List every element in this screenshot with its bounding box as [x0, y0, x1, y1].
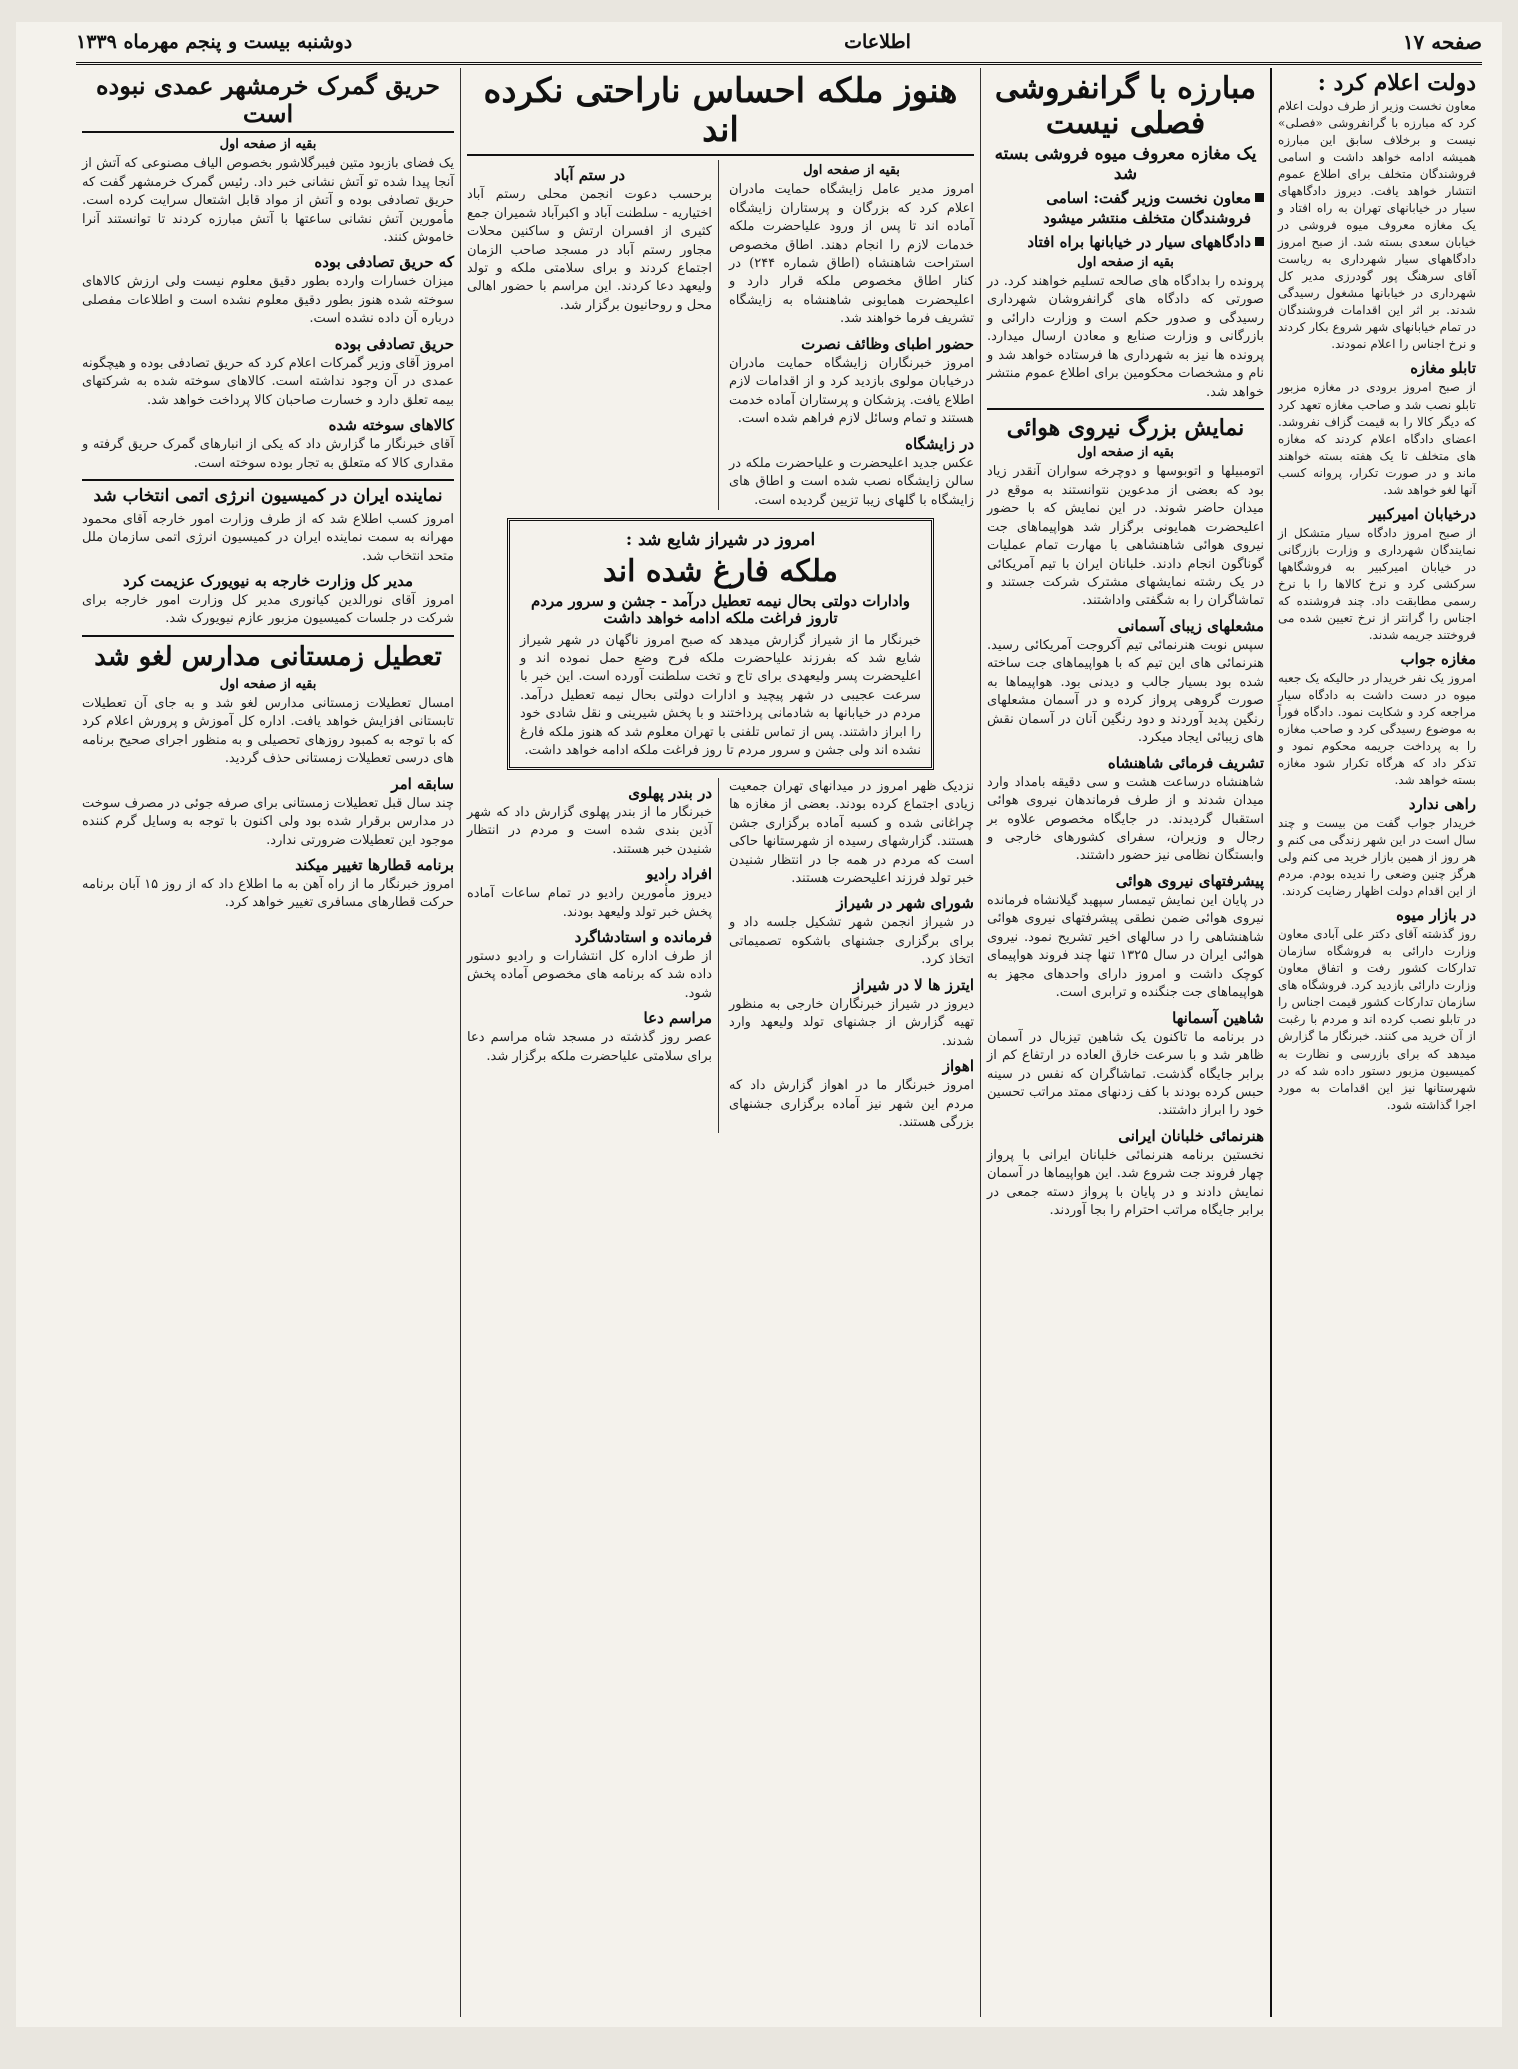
bullet-square-icon: [1255, 193, 1264, 202]
winter-body-1: امسال تعطیلات زمستانی مدارس لغو شد و به جای آن تعطیلات تابستانی افزایش خواهد یافت. اداره کل آموزش و پرورش اعلام کرد که با توجه به کمبود روزهای تحصیلی و به منظور اجرای صحیح برنامه های درسی تعطیلات زمستانی حذف گردید.: [82, 695, 454, 767]
column1-subhead-5: در بازار میوه: [1396, 906, 1476, 925]
column-queen-story: [460, 68, 980, 2017]
winter-body-2: چند سال قبل تعطیلات زمستانی برای صرفه جوئی در مصرف سوخت در مدارس برقرار شده بود ولی اکنون با توجه به وسایل گرم کننده موجود این تعطیلات ضرورتی ندارد.: [82, 795, 454, 848]
divider: [82, 479, 454, 481]
queen-story-part2: [467, 160, 719, 510]
bullet-square-icon: [1255, 237, 1264, 246]
story1-continuation: بقیه از صفحه اول: [1077, 254, 1174, 270]
air-show-subhead-5: هنرنمائی خلبانان ایرانی: [1118, 1126, 1264, 1145]
main-headline-price-campaign: مبارزه با گرانفروشی فصلی نیست: [994, 71, 1257, 141]
customs-subhead-2: حریق تصادفی بوده: [334, 334, 454, 353]
headline-winter-holiday: تعطیل زمستانی مدارس لغو شد: [94, 641, 442, 672]
queen-bottom-part2: [467, 778, 719, 1133]
column1-subhead-2: درخیابان امیرکبیر: [1369, 504, 1476, 523]
air-show-subhead-2: تشریف فرمائی شاهنشاه: [1107, 753, 1264, 772]
queen-body-1: امروز مدیر عامل زایشگاه حمایت مادران اعلام کرد که بزرگان و پرستاران زایشگاه آماده اند تا پس از ورود علیاحضرت ملکه خدمات لازم را انجام دهند. اطاق مخصوص استراحت شاهنشاه (اطاق شماره ۲۴۴) در کنار اطاق مخصوص ملکه قرار دارد و اعلیحضرت همایونی شاهنشاه به زایشگاه تشریف فرما خواهند شد.: [729, 182, 974, 327]
queen-subhead-1: حضور اطبای وظائف نصرت: [801, 334, 974, 353]
headline-queen: هنوز ملکه احساس ناراحتی نکرده اند: [467, 72, 974, 156]
queen-subhead-2: در زایشگاه: [905, 434, 974, 453]
shiraz-box-subhead: وادارات دولتی بحال نیمه تعطیل درآمد - جشن و سرور مردم تاروز فراغت ملکه ادامه خواهد داشت: [530, 592, 911, 628]
air-show-subhead-4: شاهین آسمانها: [1172, 1008, 1264, 1027]
headline-customs-fire: حریق گمرک خرمشهر عمدی نبوده است: [82, 72, 454, 133]
customs-subhead-1: که حریق تصادفی بوده: [314, 253, 454, 272]
shiraz-rumor-box: [507, 518, 934, 770]
shiraz-box-body: خبرنگار ما از شیراز گزارش میدهد که صبح امروز ناگهان در شهر شیراز شایع شد که بفرزند علیاحضرت ملکه فرح وضع حمل نموده اند و اعلیحضرت پسر ولیعهدی برای تاج و تخت سلطنت آورده است. این خبر با سرعت عجیبی در شهر پیچید و ادارات دولتی بحال نیمه تعطیل درآمد. مردم در خیابانها به شادمانی پرداختند و با پخش شیرینی و نقل شادی خود را ابراز داشتند. پس از تماس تلفنی با تهران معلوم شد که هنوز ملکه فارغ نشده اند ولی جشن و سرور مردم تا روز فراغت ملکه ادامه خواهد داشت.: [520, 632, 921, 759]
city-body-5: خبرنگار ما از بندر پهلوی گزارش داد که شهر آذین بندی شده است و مردم در انتظار شنیدن خبر هستند.: [467, 804, 712, 857]
air-show-continuation: بقیه از صفحه اول: [1077, 445, 1174, 461]
divider: [987, 408, 1264, 410]
bullet-text-2: دادگاههای سیار در خیابانها براه افتاد: [1027, 232, 1251, 251]
queen-story-part1: [729, 160, 974, 510]
bullet-offenders-published: [987, 188, 1264, 229]
bullet-text-1: معاون نخست وزیر گفت: اسامی فروشندگان متخلف منتشر میشود: [1043, 189, 1251, 228]
customs-body-2: میزان خسارات وارده بطور دقیق معلوم نیست ولی ارزش کالاهای سوخته شده هنوز بطور دقیق معلوم نشده است و اطلاعات مفصلی درباره آن داده نشده است.: [82, 274, 454, 327]
city-subhead-3: اهواز: [942, 1057, 974, 1076]
train-schedule-subhead: برنامه قطارها تغییر میکند: [295, 855, 454, 874]
story1-body: پرونده را بدادگاه های صالحه تسلیم خواهند کرد. در صورتی که دادگاه های گرانفروشان شهرداری رسیدگی و صدور حکم است و وزارت دارائی و بازرگانی و وزارت صنایع و معادن ارسال میدارد. پرونده ها نیز به شهرداری ها فرستاده خواهد شد و نام و مشخصات محکومین برای اطلاع عموم منتشر خواهد شد.: [987, 273, 1264, 400]
column1-subhead-1: تابلو مغازه: [1410, 359, 1476, 378]
air-show-body-6: نخستین برنامه هنرنمائی خلبانان ایرانی با پرواز چهار فروند جت شروع شد. این هواپیماها در آسمان نمایش دادند و در پایان با پرواز دسته جمعی در برابر جایگاه مراتب احترام را بجا آوردند.: [987, 1147, 1264, 1219]
queen-continuation: بقیه از صفحه اول: [803, 163, 900, 179]
column1-body-6: روز گذشته آقای دکتر علی آبادی معاون وزارت دارائی به فروشگاه سازمان تدارکات کشور رفت و اتفاق معاون وزارت دارائی بازدید کرد. فروشگاه های سازمان تدارکات کشور قیمت اجناس را در تابلو نصب کرده اند و مردم با رغبت از آن خرید می کنند. خبرنگار ما گزارش میدهد که برای بازرسی و نظارت به کمیسیون مزبور دستور داده شد که در شهرستانها نیز این اقدامات به مورد اجرا گذاشته شود.: [1278, 927, 1476, 1112]
queen-body-2: امروز خبرنگاران زایشگاه حمایت مادران درخیابان مولوی بازدید کرد و از اقدامات لازم اطلاع یافت. پزشکان و پرستاران آماده خدمت هستند و تمام وسائل لازم فراهم شده است.: [729, 355, 974, 427]
customs-subhead-3: کالاهای سوخته شده: [328, 416, 454, 435]
city-subhead-6: فرمانده و استادشاگرد: [574, 927, 712, 946]
column-customs-fire: [76, 68, 460, 2017]
columns-area: [76, 68, 1482, 2017]
issue-date: دوشنبه بیست و پنجم مهرماه ۱۳۳۹: [76, 31, 353, 53]
city-subhead-2: ایترز ها لا در شیراز: [852, 975, 974, 994]
rostamabad-title: در ستم آباد: [553, 166, 626, 185]
customs-continuation: بقیه از صفحه اول: [219, 137, 317, 153]
queen-story-top-row: [467, 160, 974, 510]
shiraz-box-kicker: امروز در شیراز شایع شد :: [625, 529, 816, 550]
divider: [82, 635, 454, 637]
air-show-subhead-3: پیشرفتهای نیروی هوائی: [1115, 871, 1264, 890]
city-subhead-4: در بندر پهلوی: [628, 783, 712, 802]
queen-body-3: عکس جدید اعلیحضرت و علیاحضرت ملکه در سالن زایشگاه نصب شده است و اطاق های زایشگاه با گلهای زیبا تزیین گردیده است.: [729, 455, 974, 508]
shiraz-box-headline: ملکه فارغ شده اند: [603, 553, 838, 589]
column1-body-5: خریدار جواب گفت من بیست و چند سال است در این شهر زندگی می کنم و هر روز از همین بازار خرید می کنم ولی هرگز چنین وضعی را ندیده بودم. مردم از این اقدام دولت اظهار رضایت کردند.: [1278, 816, 1476, 899]
customs-body-1: یک فضای بازبود متین فیبرگلاشور بخصوص الیاف مصنوعی که آتش از آنجا پیدا شده تو آتش نشانی خبر داد. رئیس گمرک خرمشهر گفت که حریق تصادفی بوده و آتش از مواد قابل اشتعال سرایت کرده است. مأمورین آتش نشانی ساعتها با آتش مبارزه کردند تا توانستند آنرا خاموش کنند.: [82, 156, 454, 245]
city-body-4: امروز خبرنگار ما در اهواز گزارش داد که مردم این شهر نیز آماده برگزاری جشنهای بزرگی هستند.: [729, 1078, 974, 1131]
air-show-body-3: شاهنشاه درساعت هشت و سی دقیقه بامداد وارد میدان شدند و از طرف فرماندهان نیروی هوائی استقبال گردیدند. در جایگاه مخصوص علاوه بر رجال و وزیران، سفرای کشورهای خارجی و وابستگان نظامی نیز حضور داشتند.: [987, 774, 1264, 864]
train-schedule-body: امروز خبرنگار ما از راه آهن به ما اطلاع داد که از روز ۱۵ آبان برنامه حرکت قطارهای مسافری تغییر خواهد کرد.: [82, 876, 454, 911]
column1-body-4: امروز یک نفر خریدار در حالیکه یک جعبه میوه در دست داشت به دادگاه سیار مراجعه کرد و شکایت نمود. دادگاه فوراً به موضوع رسیدگی کرد و صاحب مغازه را به پرداخت جریمه محکوم نمود و تذکر داد که هرگاه تکرار شود مغازه بسته خواهد شد.: [1278, 670, 1476, 788]
city-body-8: عصر روز گذشته در مسجد شاه مراسم دعا برای سلامتی علیاحضرت ملکه برگزار شد.: [467, 1030, 712, 1064]
bullet-mobile-courts: [987, 232, 1264, 252]
column1-subhead-4: راهی ندارد: [1408, 795, 1476, 814]
air-show-body-2: سپس نوبت هنرنمائی تیم آکروجت آمریکائی رسید. هنرنمائی های این تیم که با هواپیماهای جت ساخته شده بود بسیار جالب و دیدنی بود. هواپیماها به صورت گروهی پرواز کرده و در آسمان مشعلهای رنگین پدید آوردند و دود رنگین آنان در آسمان نقش های زیبائی ایجاد میکرد.: [987, 637, 1264, 746]
page-number: صفحه ۱۷: [1402, 30, 1482, 54]
air-show-body-4: در پایان این نمایش تیمسار سپهبد گیلانشاه فرمانده نیروی هوائی ضمن نطقی پیشرفتهای نیروی هوائی شاهنشاهی را در سالهای اخیر تشریح نمود. نیروی هوائی ایران در سال ۱۳۲۵ تنها چند فروند هواپیمای کوچک داشت و امروز دارای واحدهای مجهز به هواپیماهای جت جنگنده و ترابری است.: [987, 892, 1264, 1001]
column1-body-1: معاون نخست وزیر از طرف دولت اعلام کرد که مبارزه با گرانفروشی «فصلی» نیست و برخلاف سابق این مبارزه همیشه ادامه خواهد داشت و اسامی فروشندگان متخلف برای اطلاع عموم انتشار خواهد یافت. دیروز دادگاههای سیار در خیابانهای تهران به راه افتاد و یک مغازه معروف میوه فروشی در خیابان سعدی بسته شد. از صبح امروز دادگاههای سیار شهرداری به ریاست آقای سرهنگ پور گودرزی مدیر کل شهرداری در خیابانها مشغول رسیدگی شدند. بر اثر این اقدامات فروشندگان در تمام خیابانهای شهر شروع بکار کردند و نرخ اجناس را اعلام نمودند.: [1278, 99, 1476, 352]
queen-bottom-part1: [729, 778, 974, 1133]
column1-body-3: از صبح امروز دادگاه سیار متشکل از نمایندگان شهرداری و وزارت بازرگانی در خیابان امیرکبیر به فروشگاهها سرکشی کرد و نرخ کالاها را با نرخ رسمی مطابقت داد. چند فروشنده که اجناس را گرانتر از نرخ تعیین شده می فروختند جریمه شدند.: [1278, 525, 1476, 642]
headline-atomic-commission: نماینده ایران در کمیسیون انرژی اتمی انتخاب شد: [93, 486, 443, 507]
city-subhead-5: افراد رادیو: [646, 865, 712, 884]
column1-subhead-3: مغازه جواب: [1400, 649, 1476, 668]
subhead-fruit-shop-closed: یک مغازه معروف میوه فروشی بسته شد: [994, 144, 1257, 184]
customs-body-3: امروز آقای وزیر گمرکات اعلام کرد که حریق تصادفی بوده و هیچگونه عمدی در آن وجود نداشته است. کالاهای سوخته شده به شرکتهای بیمه تعلق دارد و خسارت صاحبان کالا پرداخت خواهد شد.: [82, 355, 454, 408]
atomic-body: امروز کسب اطلاع شد که از طرف وزارت امور خارجه آقای محمود مهرانه به سمت نماینده ایران در کمیسیون انرژی اتمی سازمان ملل متحد انتخاب شد.: [82, 511, 454, 564]
city-subhead-7: مراسم دعا: [643, 1009, 712, 1028]
column1-kicker: دولت اعلام کرد :: [1317, 70, 1476, 96]
director-departs-subhead: مدیر کل وزارت خارجه به نیویورک عزیمت کرد: [123, 571, 413, 590]
city-body-2: در شیراز انجمن شهر تشکیل جلسه داد و برای برگزاری جشنهای باشکوه تصمیماتی اتخاذ کرد.: [729, 915, 974, 968]
air-show-subhead-1: مشعلهای زیبای آسمانی: [1117, 616, 1264, 635]
column-air-force-show: [980, 68, 1270, 2017]
city-body-3: دیروز در شیراز خبرنگاران خارجی به منظور تهیه گزارش از جشنهای تولد ولیعهد وارد شدند.: [729, 996, 974, 1049]
director-departs-body: امروز آقای نورالدین کیانوری مدیر کل وزارت امور خارجه برای شرکت در جلسات کمیسیون مزبور عازم نیویورک شد.: [82, 592, 454, 627]
column-government-campaign: [1270, 68, 1482, 2017]
city-celebration-body: نزدیک ظهر امروز در میدانهای تهران جمعیت زیادی اجتماع کرده بودند. بعضی از مغازه ها چراغانی شده و کسبه آماده برگزاری جشن هستند. گزارشهای رسیده از شهرستانها حاکی است که مردم در همه جا در انتظار شنیدن خبر تولد فرزند اعلیحضرت هستند.: [729, 778, 974, 886]
winter-subhead-1: سابقه امر: [391, 774, 454, 793]
city-body-6: دیروز مأمورین رادیو در تمام ساعات آماده پخش خبر تولد ولیعهد بودند.: [467, 886, 712, 920]
air-show-body-1: اتومبیلها و اتوبوسها و دوچرخه سواران آنقدر زیاد بود که بعضی از مدعوین نتوانستند به موقع در میدان حاضر شوند. در این نمایش که با حضور اعلیحضرت همایونی برگزار شد هواپیماهای جت نیروی هوائی شاهنشاهی با مهارت تمام عملیات گوناگون انجام دادند. خلبانان ایران با تیم آمریکائی در یک رشته نمایشهای مشترک شرکت جستند و تماشاگران را به شگفتی واداشتند.: [987, 464, 1264, 609]
winter-continuation: بقیه از صفحه اول: [219, 676, 317, 692]
column1-body-2: از صبح امروز برودی در مغازه مزبور تابلو نصب شد و صاحب مغازه تعهد کرد که دیگر کالا را به قیمت گزاف نفروشد. اعضای دادگاه اعلام کردند که مغازه های متخلف تا یک هفته بسته خواهند ماند و در صورت تکرار، پروانه کسب آنها لغو خواهد شد.: [1278, 380, 1476, 497]
masthead: [76, 22, 1482, 65]
headline-air-force-show: نمایش بزرگ نیروی هوائی: [1006, 415, 1245, 442]
newspaper-name: اطلاعات: [844, 31, 911, 53]
air-show-body-5: در برنامه ما تاکنون یک شاهین تیزبال در آسمان ظاهر شد و با سرعت خارق العاده در ارتفاع کم از برابر جایگاه گذشت. تماشاگران که نفس در سینه حبس کرده بودند با کف زدنهای ممتد مراتب تحسین خود را ابراز داشتند.: [987, 1029, 1264, 1119]
queen-story-bottom-row: [467, 778, 974, 1133]
city-subhead-1: شورای شهر در شیراز: [836, 894, 974, 913]
rostamabad-body: برحسب دعوت انجمن محلی رستم آباد اختیاریه - سلطنت آباد و اکبرآباد شمیران جمع کثیری از افسران ارتش و ساکنین محلات مجاور رستم آباد در مسجد صاحب الزمان اجتماع کردند و برای سلامتی ملکه و تولد ولیعهد دعا کردند. این مراسم با حضور اهالی محل و روحانیون برگزار شد.: [467, 187, 712, 313]
newspaper-page: [16, 22, 1502, 2027]
customs-body-4: آقای خبرنگار ما گزارش داد که یکی از انبارهای گمرک حریق گرفته و مقداری کالا که متعلق به تجار بوده سوخته است.: [82, 437, 454, 471]
city-body-7: از طرف اداره کل انتشارات و رادیو دستور داده شد که برنامه های مخصوص آماده پخش شود.: [467, 948, 712, 1001]
